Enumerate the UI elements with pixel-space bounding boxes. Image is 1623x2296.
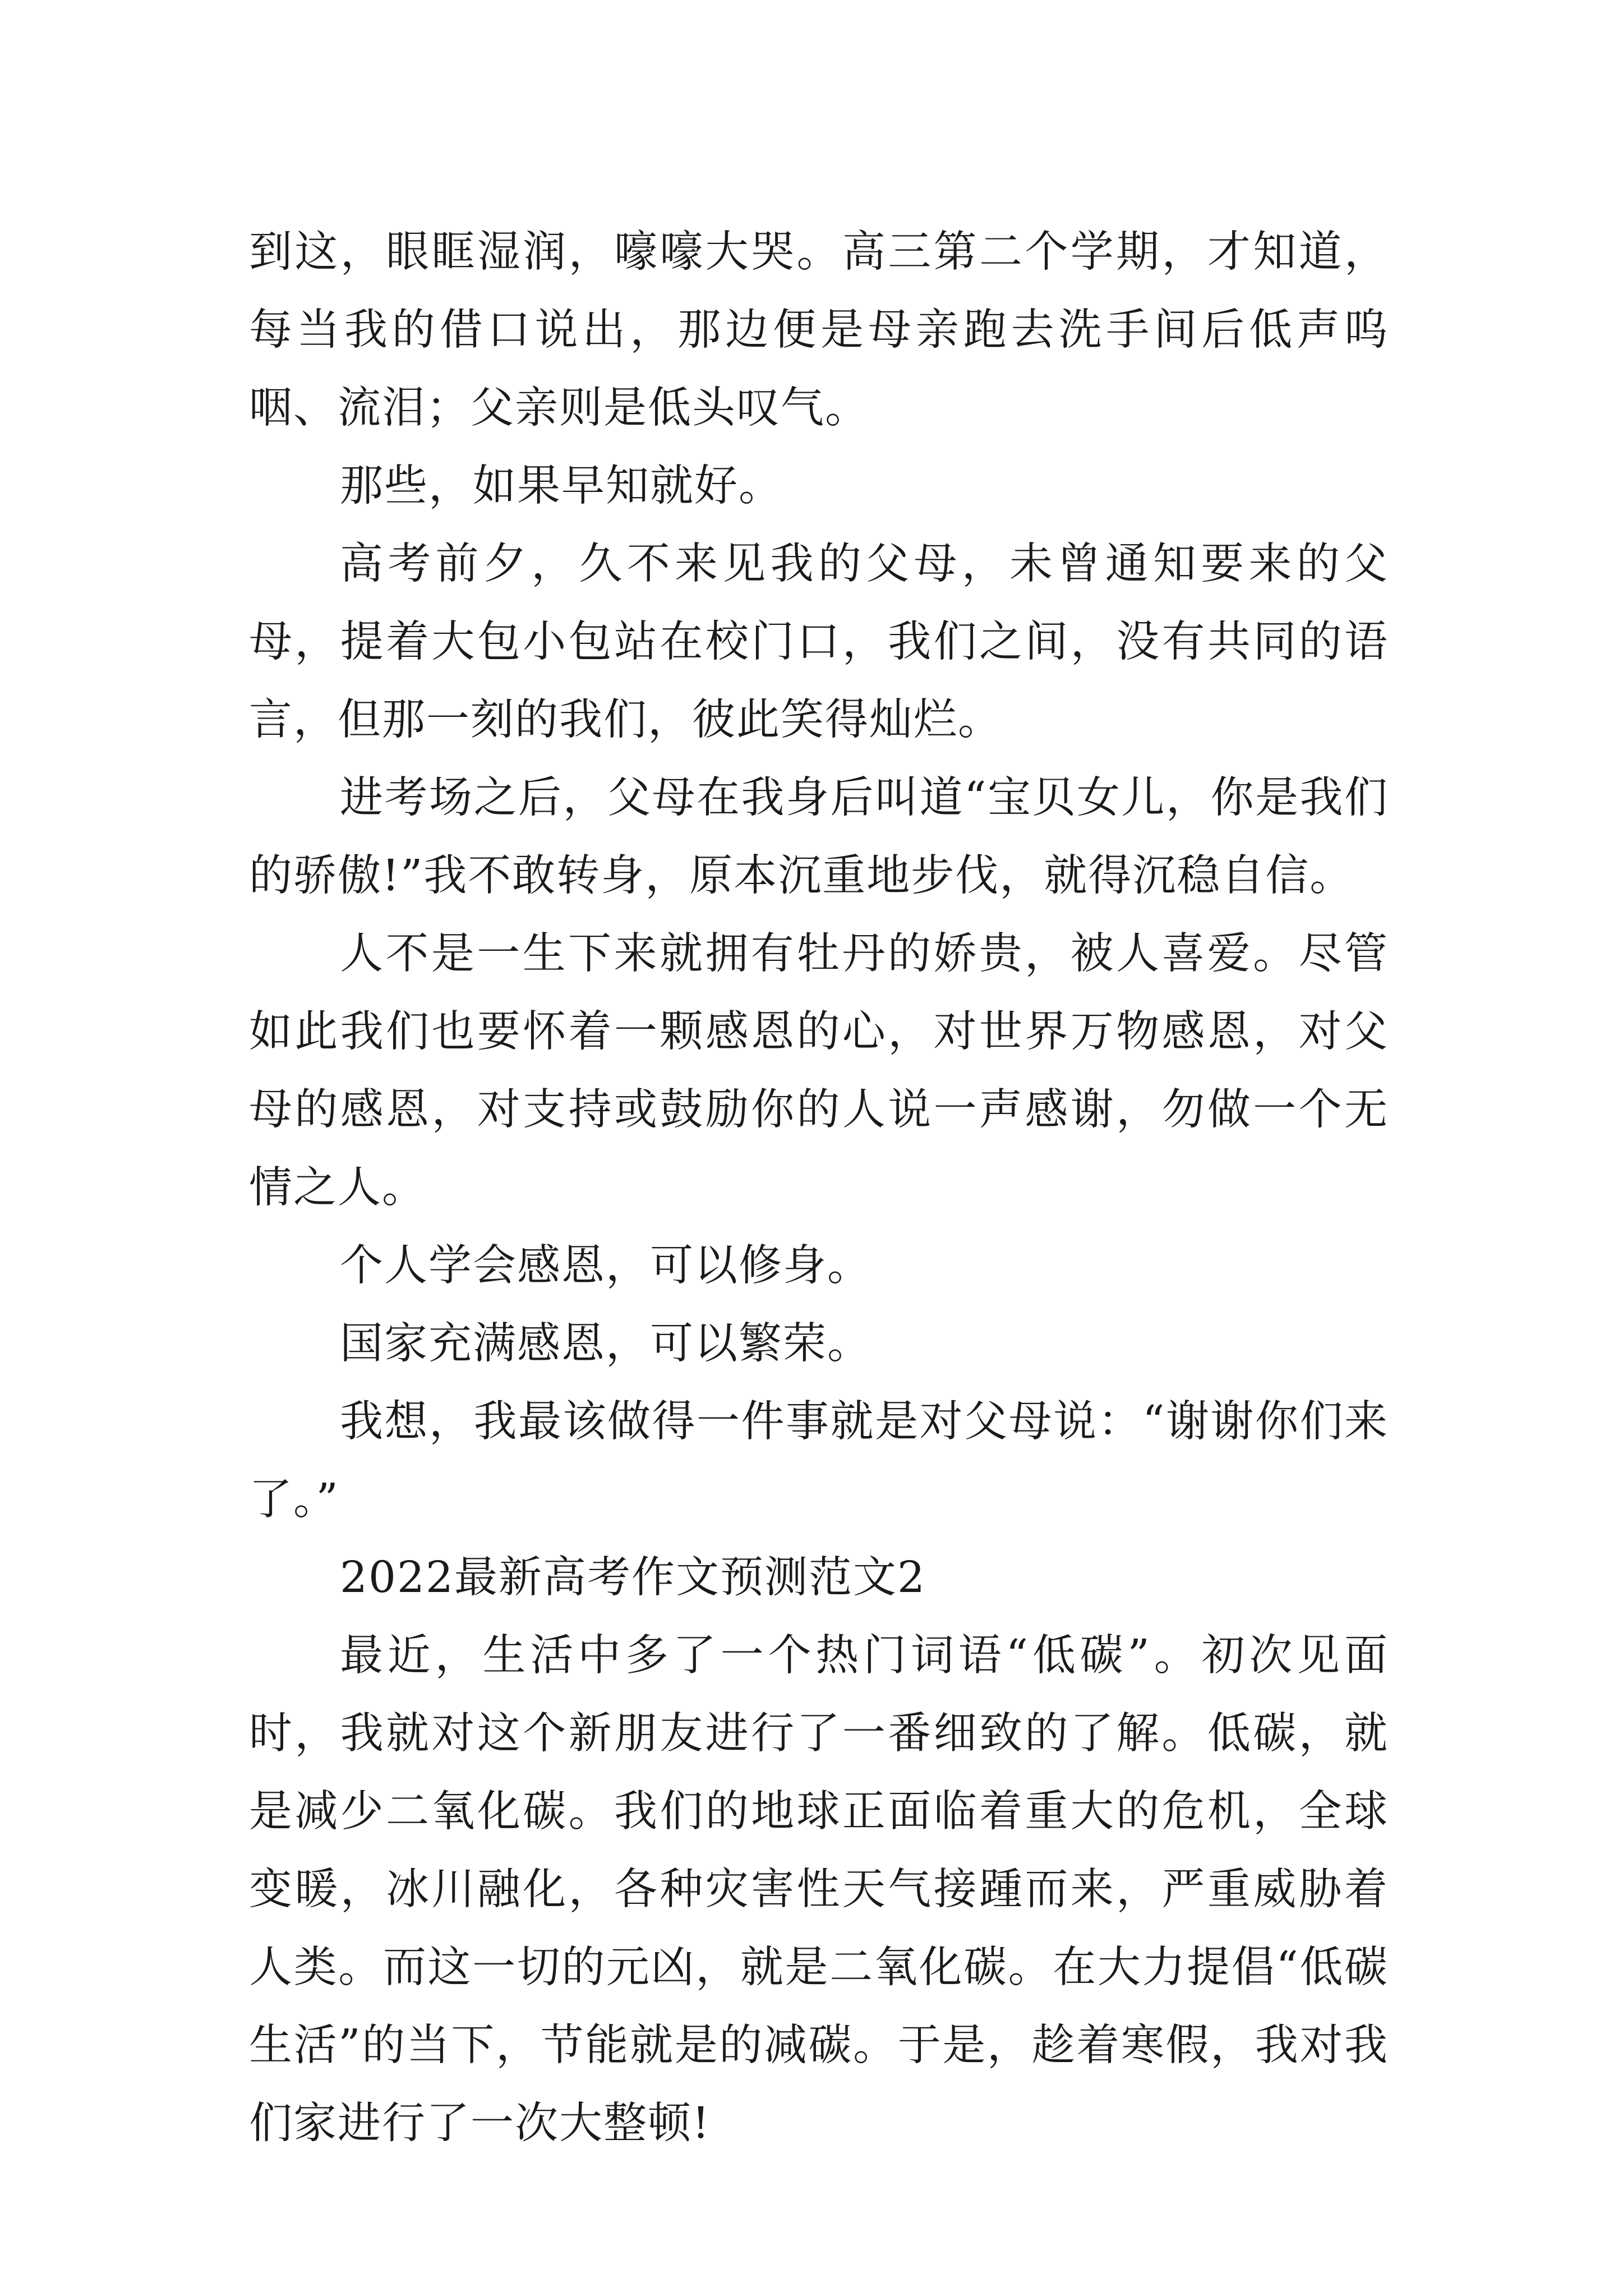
paragraph-1: 到这，眼眶湿润，嚎嚎大哭。高三第二个学期，才知道，每当我的借口说出，那边便是母亲跑去洗手间后低声呜咽、流泪；父亲则是低头叹气。 bbox=[249, 227, 1389, 433]
paragraph-6: 个人学会感恩，可以修身。 bbox=[340, 1241, 872, 1291]
section-heading: 2022最新高考作文预测范文2 bbox=[340, 1553, 926, 1603]
document-body bbox=[249, 213, 1389, 2162]
paragraph-8: 我想，我最该做得一件事就是对父母说：“谢谢你们来了。” bbox=[249, 1397, 1389, 1525]
paragraph-5: 人不是一生下来就拥有牡丹的娇贵，被人喜爱。尽管如此我们也要怀着一颗感恩的心，对世界万物感恩，对父母的感恩，对支持或鼓励你的人说一声感谢，勿做一个无情之人。 bbox=[249, 929, 1389, 1213]
paragraph-7: 国家充满感恩，可以繁荣。 bbox=[340, 1319, 872, 1369]
paragraph-2: 那些，如果早知就好。 bbox=[340, 461, 783, 511]
paragraph-9: 最近，生活中多了一个热门词语“低碳”。初次见面时，我就对这个新朋友进行了一番细致的了解。低碳，就是减少二氧化碳。我们的地球正面临着重大的危机，全球变暖，冰川融化，各种灾害性天气接踵而来，严重威胁着人类。而这一切的元凶，就是二氧化碳。在大力提倡“低碳生活”的当下，节能就是的减碳。于是，趁着寒假，我对我们家进行了一次大整顿! bbox=[249, 1631, 1389, 2148]
paragraph-3: 高考前夕，久不来见我的父母，未曾通知要来的父母，提着大包小包站在校门口，我们之间，没有共同的语言，但那一刻的我们，彼此笑得灿烂。 bbox=[249, 539, 1389, 745]
paragraph-4: 进考场之后，父母在我身后叫道“宝贝女儿，你是我们的骄傲!”我不敢转身，原本沉重地步伐，就得沉稳自信。 bbox=[249, 773, 1389, 901]
